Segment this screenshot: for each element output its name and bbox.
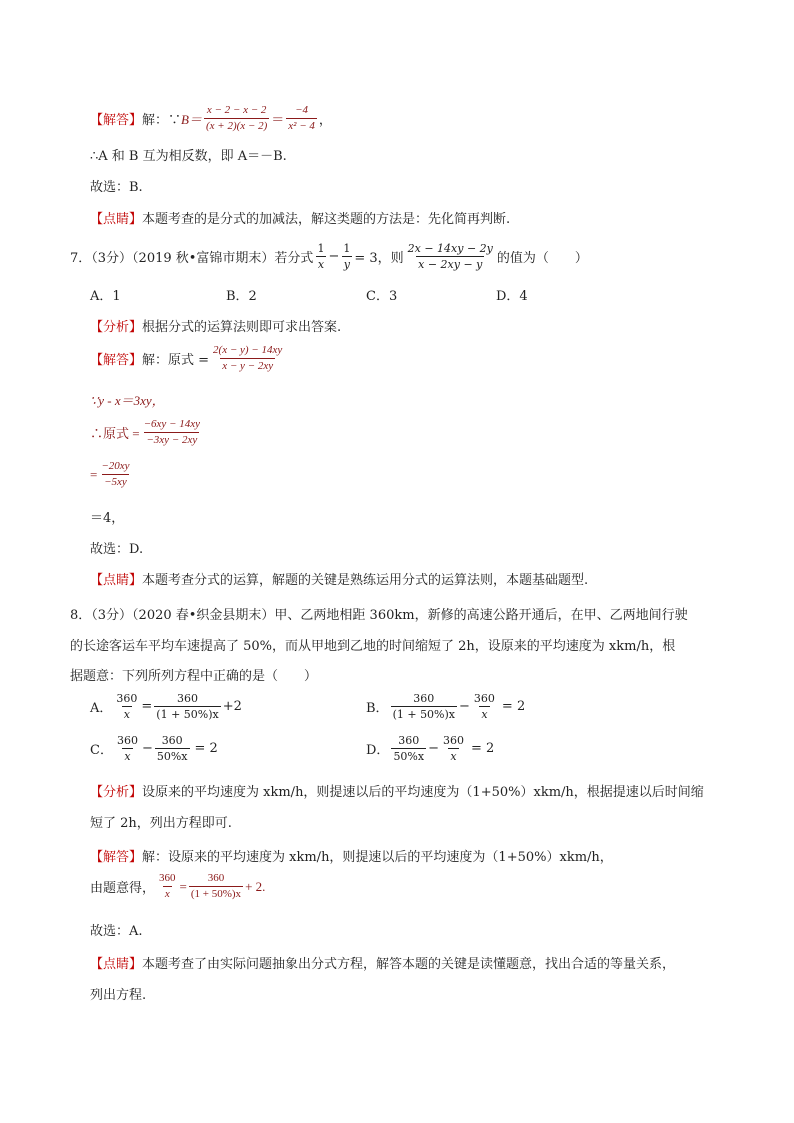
q7-stem-f3-num: 2x − 14xy − 2y: [407, 242, 493, 255]
q7-result: ＝4，: [90, 511, 125, 526]
q8-opt-a-frac2: [154, 692, 220, 721]
q8-opt-b-minus: −: [459, 699, 470, 714]
q8-ans-f1-num: 360: [159, 872, 176, 884]
q8-opt-a-label: A．: [90, 701, 113, 716]
q8-answer-line: [90, 846, 613, 865]
q7-therefore-line: [90, 418, 204, 447]
q6-line2: ∴A 和 B 互为相反数，即 A＝－B.: [90, 149, 287, 164]
q6-comment-line: [90, 208, 510, 227]
q8-opt-b-frac1: [391, 692, 457, 721]
q7-therefore: ∴原式 =: [90, 426, 140, 441]
q7-stem-f2-num: 1: [343, 242, 351, 255]
q8-option-d: [366, 734, 494, 763]
q8-ans-tail: + 2.: [245, 878, 266, 894]
q8-opt-d-label: D．: [366, 743, 390, 758]
q6-answer-prefix: 解：∵: [142, 113, 182, 128]
q8-ans-frac1: [157, 872, 178, 901]
q8-opt-c-frac1: [115, 734, 140, 763]
q7-option-d: D．4: [496, 289, 528, 304]
q6-fraction-2: [286, 104, 317, 133]
q7-option-c: C．3: [366, 289, 398, 304]
q8-opt-c-f2-den: 50%x: [156, 750, 188, 763]
q8-opt-d-frac1: [391, 734, 426, 763]
q8-comment-text1: 本题考查了由实际问题抽象出分式方程，解答本题的关键是读懂题意，找出合适的等量关系，: [142, 957, 676, 972]
q8-opt-d-f1-den: 50%x: [393, 750, 425, 763]
q8-by-meaning: 由题意得，: [90, 881, 156, 896]
q7-stem-suffix: 的值为（ ）: [496, 251, 588, 266]
q8-opt-c-tail: = 2: [194, 741, 218, 756]
q7-stem-f1-num: 1: [317, 242, 325, 255]
q8-opt-a-f1-den: x: [123, 708, 130, 721]
q8-opt-a-f1-num: 360: [116, 692, 138, 705]
q8-equation-line: [90, 872, 265, 901]
q7-analysis-text: 根据分式的运算法则即可求出答案.: [142, 320, 342, 335]
q7-since: ∵y - x＝3xy，: [90, 393, 165, 408]
q7-eq-line: [90, 460, 134, 489]
q7-stem-minus: −: [328, 249, 340, 264]
q8-ans-f1-den: x: [164, 888, 170, 900]
q7-ans-f3-num: −20xy: [101, 460, 130, 472]
q8-ans-f2-num: 360: [207, 872, 225, 884]
q7-ans-f3-den: −5xy: [104, 476, 127, 488]
q7-ans-f2-den: −3xy − 2xy: [146, 434, 198, 446]
q7-ans-f2-num: −6xy − 14xy: [143, 418, 200, 430]
q8-opt-a-frac1: [114, 692, 139, 721]
q7-answer-prefix: 解：原式 =: [142, 353, 210, 368]
q7-stem-frac3: [406, 242, 495, 271]
q8-ans-f2-den: (1 + 50%)x: [190, 888, 242, 900]
q8-opt-d-tail: = 2: [471, 741, 495, 756]
q7-stem-f3-den: x − 2xy − y: [418, 258, 483, 271]
q8-opt-b-tail: = 2: [501, 699, 526, 714]
q8-answer-text: 解：设原来的平均速度为 xkm/h，则提速以后的平均速度为（1+50%）xkm/h，: [142, 850, 613, 865]
q8-opt-d-f2-den: x: [450, 750, 457, 763]
q6-frac1-den: (x + 2)(x − 2): [205, 120, 268, 132]
q7-stem-frac1: [315, 242, 326, 271]
q8-option-c: [90, 734, 218, 763]
q8-opt-a-f2-num: 360: [177, 692, 199, 705]
q8-analysis-line2: 短了 2h，列出方程即可.: [90, 816, 232, 831]
q7-choose: 故选：D.: [90, 542, 144, 557]
answer-tag: 【解答】: [90, 850, 143, 865]
q8-opt-d-minus: −: [428, 741, 439, 756]
q7-stem-f2-den: y: [343, 258, 350, 271]
q8-analysis-text1: 设原来的平均速度为 xkm/h，则提速以后的平均速度为（1+50%）xkm/h，根据提速以后时间缩: [142, 785, 704, 800]
q7-ans-f1-den: x − y − 2xy: [222, 360, 274, 372]
q7-comment-line: [90, 569, 588, 588]
q7-comment-text: 本题考查分式的运算，解题的关键是熟练运用分式的运算法则，本题基础题型.: [142, 573, 589, 588]
q7-stem-frac2: [341, 242, 352, 271]
q7-eq-sign: =: [90, 466, 98, 482]
q8-opt-b-f1-den: (1 + 50%)x: [392, 708, 456, 721]
q6-comma: ，: [318, 113, 332, 128]
q8-opt-c-f1-num: 360: [116, 734, 138, 747]
q8-opt-d-f2-num: 360: [443, 734, 464, 747]
q6-eq: ＝: [271, 112, 285, 127]
q8-ans-frac2: [189, 872, 243, 901]
q7-ans-frac2: [142, 418, 202, 447]
q8-opt-d-frac2: [441, 734, 466, 763]
q8-option-b: [366, 692, 525, 721]
q8-opt-d-f1-num: 360: [398, 734, 420, 747]
q8-opt-c-f1-den: x: [124, 750, 131, 763]
q7-ans-frac3: [99, 460, 131, 489]
q8-comment-line1: [90, 953, 675, 972]
q8-opt-c-minus: −: [141, 741, 153, 756]
comment-tag: 【点睛】: [90, 573, 143, 588]
comment-tag: 【点睛】: [90, 212, 143, 227]
q6-frac2-num: −4: [295, 104, 309, 116]
q8-stem-line2: 的长途客运车平均车速提高了 50%，而从甲地到乙地的时间缩短了 2h，设原来的平均速度为 xkm/h，根: [70, 639, 676, 654]
q8-option-a: [90, 692, 242, 721]
q8-opt-c-label: C．: [90, 743, 113, 758]
q8-opt-a-tail: +2: [222, 699, 242, 714]
q7-answer-line: [90, 344, 286, 373]
q8-opt-c-frac2: [155, 734, 190, 763]
q8-opt-b-f2-num: 360: [473, 692, 495, 705]
q8-opt-c-f2-num: 360: [161, 734, 183, 747]
q6-frac1-num: x − 2 − x − 2: [206, 104, 267, 116]
analysis-tag: 【分析】: [90, 320, 143, 335]
q8-opt-a-eq: =: [141, 699, 153, 714]
q8-opt-b-f1-num: 360: [413, 692, 435, 705]
q7-ans-frac1: [211, 344, 284, 373]
q8-opt-a-f2-den: (1 + 50%)x: [156, 708, 219, 721]
comment-tag: 【点睛】: [90, 957, 143, 972]
q8-opt-b-label: B．: [366, 701, 389, 716]
q7-analysis-line: [90, 316, 341, 335]
q7-stem-f1-den: x: [317, 258, 325, 271]
q7-ans-f1-num: 2(x − y) − 14xy: [213, 344, 283, 356]
q8-comment-line2: 列出方程.: [90, 988, 147, 1003]
q7-option-a: A．1: [90, 289, 121, 304]
q6-fraction-1: [204, 104, 269, 133]
q6-choose: 故选：B.: [90, 180, 143, 195]
q8-stem-line3: 据题意：下列所列方程中正确的是（ ）: [70, 669, 318, 684]
answer-tag: 【解答】: [90, 113, 143, 128]
q6-answer-line: [90, 104, 332, 133]
q6-comment-text: 本题考查的是分式的加减法，解这类题的方法是：先化简再判断.: [142, 212, 511, 227]
q8-choose: 故选：A.: [90, 924, 143, 939]
q6-b-eq: B＝: [181, 112, 202, 127]
q8-opt-b-f2-den: x: [481, 708, 488, 721]
q7-option-b: B．2: [226, 289, 257, 304]
q8-ans-eq: =: [179, 878, 187, 894]
q8-opt-b-frac2: [472, 692, 497, 721]
q8-stem-line1: 8．（3分）（2020 春•织金县期末）甲、乙两地相距 360km，新修的高速公路开通后，在甲、乙两地间行驶: [70, 608, 688, 623]
q6-frac2-den: x² − 4: [288, 120, 315, 132]
q8-analysis-line1: [90, 781, 704, 800]
q7-stem-eq3: = 3，则: [354, 251, 404, 266]
analysis-tag: 【分析】: [90, 785, 143, 800]
q7-stem: [70, 242, 588, 271]
q7-stem-prefix: 7．（3分）（2019 秋•富锦市期末）若分式: [70, 251, 314, 266]
answer-tag: 【解答】: [90, 353, 143, 368]
